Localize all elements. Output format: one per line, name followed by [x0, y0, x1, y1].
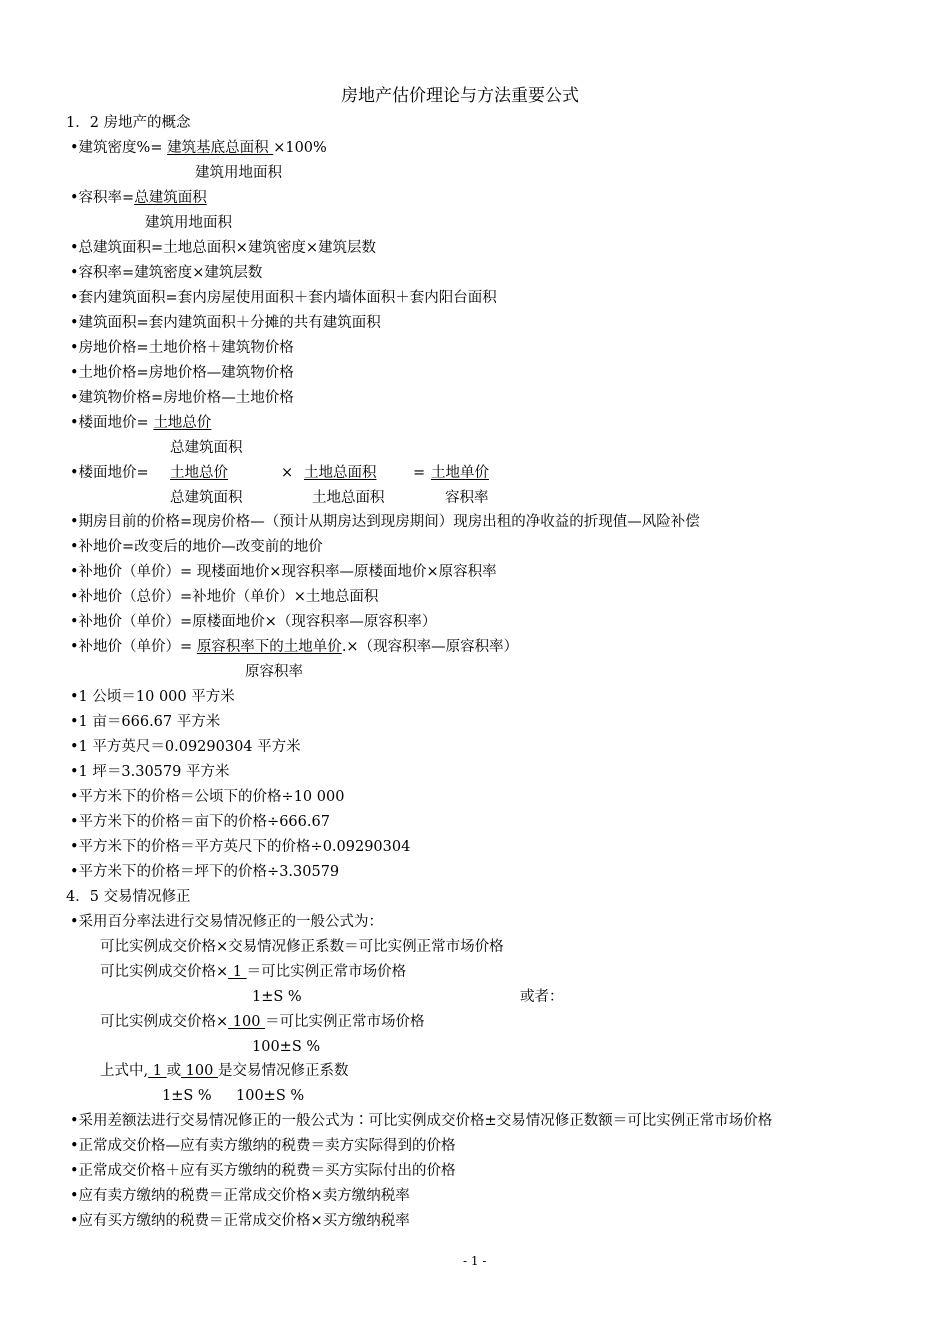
fraction-numerator: 100 — [181, 1063, 218, 1079]
formula-line: •土地价格=房地价格—建筑物价格 — [70, 365, 294, 381]
formula-line-lhs: •楼面地价= — [70, 465, 149, 481]
formula-rhs: 是交易情况修正系数 — [217, 1063, 349, 1079]
fraction-denominator: 总建筑面积 — [170, 440, 243, 456]
formula-line: •总建筑面积=土地总面积×建筑密度×建筑层数 — [70, 240, 376, 256]
formula-line — [70, 138, 327, 158]
formula-line — [100, 1012, 425, 1032]
formula-line: •1 坪＝3.30579 平方米 — [70, 764, 230, 780]
fraction-numerator: 土地总面积 — [304, 465, 377, 481]
fraction-numerator: 土地单价 — [431, 465, 489, 481]
operator: × — [281, 465, 294, 481]
formula-lhs: •补地价（单价）= — [70, 639, 197, 655]
fraction-denominator: 100±S % — [236, 1088, 305, 1104]
formula-line: 可比实例成交价格×交易情况修正系数＝可比实例正常市场价格 — [100, 939, 504, 955]
fraction-numerator: 原容积率下的土地单价 — [196, 639, 342, 655]
formula-line: •平方米下的价格＝坪下的价格÷3.30579 — [70, 864, 340, 880]
formula-rhs: .×（现容积率—原容积率） — [341, 639, 519, 655]
formula-line: •采用差额法进行交易情况修正的一般公式为∶可比实例成交价格±交易情况修正数额＝可比实例正常市场价格 — [70, 1113, 773, 1129]
formula-line: •平方米下的价格＝公顷下的价格÷10 000 — [70, 789, 345, 805]
fraction-denominator: 总建筑面积 — [170, 490, 243, 506]
formula-line: •应有卖方缴纳的税费＝正常成交价格×卖方缴纳税率 — [70, 1188, 410, 1204]
formula-line: •采用百分率法进行交易情况修正的一般公式为： — [70, 914, 384, 930]
fraction-denominator: 1±S % — [252, 989, 302, 1005]
formula-lhs: •楼面地价= — [70, 415, 154, 431]
fraction-numerator: 100 — [228, 1014, 266, 1030]
formula-rhs: ＝可比实例正常市场价格 — [246, 964, 407, 980]
formula-line: •平方米下的价格＝平方英尺下的价格÷0.09290304 — [70, 839, 411, 855]
page-number: - 1 - — [463, 1254, 487, 1268]
formula-line — [100, 962, 406, 982]
formula-lhs: •建筑密度%= — [70, 140, 168, 156]
formula-line: •补地价（总价）=补地价（单价）×土地总面积 — [70, 589, 379, 605]
section-heading: 1．2 房地产的概念 — [66, 115, 191, 131]
formula-line — [100, 1061, 348, 1081]
fraction-numerator: 1 — [228, 964, 247, 980]
formula-line: •建筑面积=套内建筑面积＋分摊的共有建筑面积 — [70, 315, 381, 331]
formula-line: •1 亩＝666.67 平方米 — [70, 714, 221, 730]
formula-line: •1 公顷＝10 000 平方米 — [70, 689, 235, 705]
formula-lhs: 可比实例成交价格× — [100, 964, 229, 980]
fraction-numerator: 土地总价 — [170, 465, 228, 481]
formula-line — [70, 413, 211, 433]
formula-line: •期房目前的价格=现房价格—（预计从期房达到现房期间）现房出租的净收益的折现值—风险补偿 — [70, 514, 700, 530]
fraction-numerator: 建筑基底总面积 — [167, 140, 274, 156]
formula-line: •套内建筑面积=套内房屋使用面积＋套内墙体面积＋套内阳台面积 — [70, 290, 497, 306]
fraction-denominator: 原容积率 — [245, 664, 303, 680]
formula-lhs: 可比实例成交价格× — [100, 1014, 229, 1030]
operator: = — [413, 465, 426, 481]
formula-line: •房地价格=土地价格＋建筑物价格 — [70, 340, 294, 356]
fraction-denominator: 建筑用地面积 — [195, 165, 282, 181]
fraction-denominator: 100±S % — [252, 1039, 321, 1055]
formula-line: •1 平方英尺＝0.09290304 平方米 — [70, 739, 301, 755]
text-or: 或 — [166, 1063, 182, 1079]
fraction-denominator: 建筑用地面积 — [145, 215, 232, 231]
formula-rhs: ×100% — [273, 140, 327, 156]
page-title: 房地产估价理论与方法重要公式 — [341, 86, 579, 106]
formula-line — [70, 188, 207, 208]
formula-line: •补地价（单价）= 现楼面地价×现容积率—原楼面地价×原容积率 — [70, 564, 497, 580]
formula-line: •补地价=改变后的地价—改变前的地价 — [70, 539, 323, 555]
text-or: 或者： — [520, 989, 564, 1005]
formula-line: •平方米下的价格＝亩下的价格÷666.67 — [70, 814, 330, 830]
formula-rhs: ＝可比实例正常市场价格 — [265, 1014, 425, 1030]
formula-line: •正常成交价格＋应有买方缴纳的税费＝买方实际付出的价格 — [70, 1163, 456, 1179]
fraction-numerator: 土地总价 — [153, 415, 212, 431]
formula-line: •补地价（单价）=原楼面地价×（现容积率—原容积率） — [70, 614, 437, 630]
formula-line: •正常成交价格—应有卖方缴纳的税费＝卖方实际得到的价格 — [70, 1138, 456, 1154]
formula-lhs: •容积率= — [70, 190, 135, 206]
formula-line: •应有买方缴纳的税费＝正常成交价格×买方缴纳税率 — [70, 1213, 410, 1229]
fraction-denominator: 土地总面积 — [312, 490, 385, 506]
fraction-denominator: 容积率 — [445, 490, 489, 506]
fraction-numerator: 1 — [148, 1063, 167, 1079]
formula-line: •容积率=建筑密度×建筑层数 — [70, 265, 263, 281]
formula-lhs: 上式中, — [100, 1063, 149, 1079]
section-heading: 4．5 交易情况修正 — [66, 889, 191, 905]
fraction-denominator: 1±S % — [162, 1088, 212, 1104]
fraction-numerator: 总建筑面积 — [134, 190, 207, 206]
formula-line: •建筑物价格=房地价格—土地价格 — [70, 390, 294, 406]
formula-line — [70, 637, 518, 657]
